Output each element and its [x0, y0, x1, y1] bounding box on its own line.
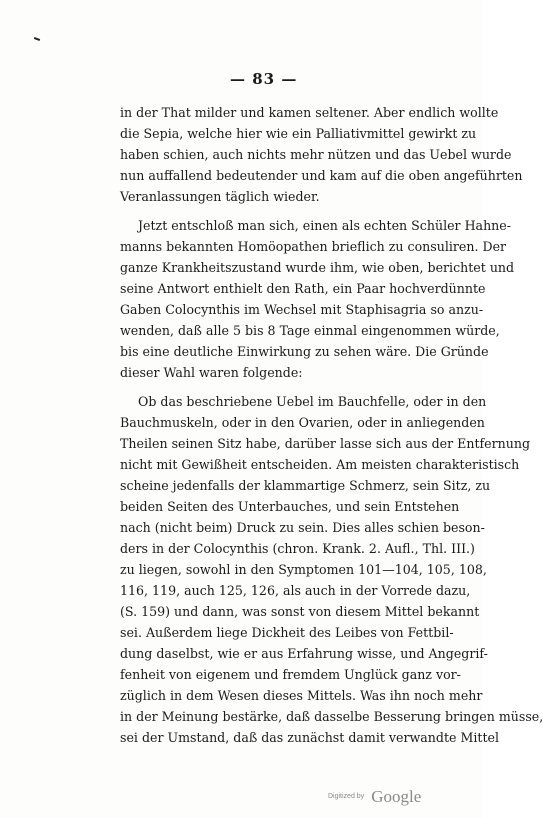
- text-line: bis eine deutliche Einwirkung zu sehen wäre. Die Gründe: [120, 344, 489, 359]
- text-line: in der That milder und kamen seltener. Aber endlich wollte: [120, 105, 499, 120]
- text-line: 116, 119, auch 125, 126, als auch in der Vorrede dazu,: [120, 583, 471, 598]
- page-number: — 83 —: [230, 70, 298, 88]
- text-line: nun auffallend bedeutender und kam auf die oben angeführten: [120, 168, 523, 183]
- text-line: Veranlassungen täglich wieder.: [120, 189, 320, 204]
- text-line: die Sepia, welche hier wie ein Palliativmittel gewirkt zu: [120, 126, 477, 141]
- digitization-watermark: [328, 786, 421, 807]
- text-line: wenden, daß alle 5 bis 8 Tage einmal eingenommen würde,: [120, 323, 500, 338]
- text-line: Bauchmuskeln, oder in den Ovarien, oder in anliegenden: [120, 415, 485, 430]
- text-line: Gaben Colocynthis im Wechsel mit Staphisagria so anzu-: [120, 302, 484, 317]
- text-line: fenheit von eigenem und fremdem Unglück ganz vor-: [120, 667, 461, 682]
- text-line: in der Meinung bestärke, daß dasselbe Besserung bringen müsse,: [120, 709, 543, 724]
- text-line: dieser Wahl waren folgende:: [120, 365, 303, 380]
- text-line: manns bekannten Homöopathen brieflich zu consuliren. Der: [120, 239, 507, 254]
- text-line: Ob das beschriebene Uebel im Bauchfelle, oder in den: [138, 394, 487, 409]
- text-line: seine Antwort enthielt den Rath, ein Paar hochverdünnte: [120, 281, 486, 296]
- text-line: nach (nicht beim) Druck zu sein. Dies alles schien beson-: [120, 520, 485, 535]
- text-line: ders in der Colocynthis (chron. Krank. 2. Aufl., Thl. III.): [120, 541, 475, 556]
- text-line: beiden Seiten des Unterbauches, und sein Entstehen: [120, 499, 460, 514]
- text-line: Jetzt entschloß man sich, einen als echten Schüler Hahne-: [138, 218, 511, 233]
- text-line: sei der Umstand, daß das zunächst damit verwandte Mittel: [120, 730, 500, 745]
- text-line: scheine jedenfalls der klammartige Schmerz, sein Sitz, zu: [120, 478, 491, 493]
- text-line: Theilen seinen Sitz habe, darüber lasse sich aus der Entfernung: [120, 436, 531, 451]
- text-line: züglich in dem Wesen dieses Mittels. Was ihn noch mehr: [120, 688, 483, 703]
- text-line: (S. 159) und dann, was sonst von diesem Mittel bekannt: [120, 604, 480, 619]
- text-line: nicht mit Gewißheit entscheiden. Am meisten charakteristisch: [120, 457, 520, 472]
- text-line: zu liegen, sowohl in den Symptomen 101—104, 105, 108,: [120, 562, 487, 577]
- text-line: sei. Außerdem liege Dickheit des Leibes von Fettbil-: [120, 625, 454, 640]
- ink-mark: [34, 37, 40, 41]
- text-line: haben schien, auch nichts mehr nützen und das Uebel wurde: [120, 147, 512, 162]
- google-logo: Google: [371, 786, 422, 806]
- digitized-by-label: Digitized by: [328, 793, 365, 800]
- text-line: dung daselbst, wie er aus Erfahrung wisse, und Angegrif-: [120, 646, 488, 661]
- text-line: ganze Krankheitszustand wurde ihm, wie oben, berichtet und: [120, 260, 515, 275]
